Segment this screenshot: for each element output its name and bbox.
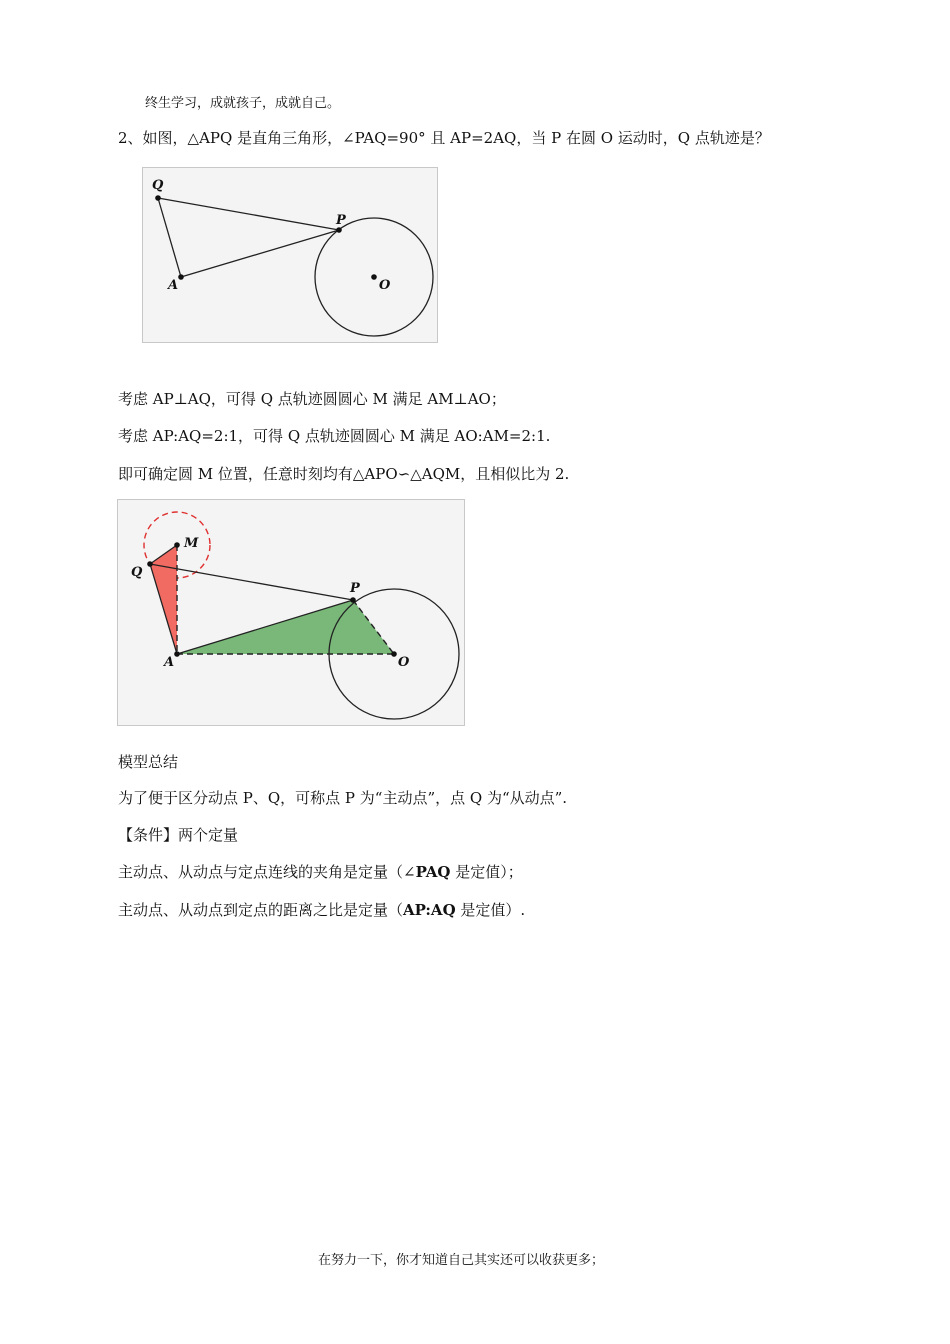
- summary-rule-1: [118, 861, 523, 882]
- problem-statement: 2、如图，△APQ 是直角三角形，∠PAQ=90° 且 AP=2AQ，当 P 在圆 O 运动时，Q 点轨迹是？: [118, 129, 770, 147]
- point-a: [174, 651, 180, 657]
- figure-2: [117, 499, 465, 726]
- analysis-line-2: 考虑 AP:AQ=2:1，可得 Q 点轨迹圆圆心 M 满足 AO:AM=2:1.: [118, 427, 551, 445]
- point-a: [178, 274, 184, 280]
- page-footer: 在努力一下，你才知道自己其实还可以收获更多；: [318, 1253, 605, 1268]
- analysis-line-3: 即可确定圆 M 位置，任意时刻均有△APO∽△AQM，且相似比为 2.: [118, 465, 570, 483]
- figure-1: [142, 167, 438, 343]
- segment-qp: [150, 564, 353, 600]
- analysis-line-1: 考虑 AP⊥AQ，可得 Q 点轨迹圆圆心 M 满足 AM⊥AO；: [118, 390, 506, 408]
- rule-1-bold: PAQ: [415, 863, 451, 881]
- label-a: A: [168, 278, 179, 293]
- rule-2-bold: AP:AQ: [403, 901, 456, 919]
- rule-1-after: 是定值）；: [450, 863, 523, 881]
- point-m: [174, 542, 180, 548]
- figure-1-diagram: [143, 168, 437, 342]
- label-o: O: [379, 278, 391, 293]
- label-q: Q: [131, 565, 143, 580]
- label-q: Q: [152, 178, 164, 193]
- label-m: M: [184, 536, 199, 551]
- triangle-apo: [177, 600, 394, 654]
- point-q: [155, 195, 161, 201]
- figure-2-diagram: [118, 500, 464, 725]
- summary-title: 模型总结: [118, 753, 179, 771]
- point-o: [391, 651, 397, 657]
- rule-1-before: 主动点、从动点与定点连线的夹角是定量（∠: [118, 863, 416, 881]
- summary-rule-2: [118, 899, 525, 920]
- rule-2-after: 是定值）.: [455, 901, 526, 919]
- segment-qa: [158, 198, 181, 277]
- point-o: [371, 274, 377, 280]
- label-o: O: [398, 655, 410, 670]
- summary-condition: 【条件】两个定量: [118, 826, 239, 844]
- point-p: [350, 597, 356, 603]
- rule-2-before: 主动点、从动点到定点的距离之比是定量（: [118, 901, 404, 919]
- label-p: P: [336, 213, 346, 228]
- point-q: [147, 561, 153, 567]
- summary-intro: 为了便于区分动点 P、Q，可称点 P 为“主动点”，点 Q 为“从动点”.: [118, 789, 568, 807]
- segment-qp: [158, 198, 339, 230]
- point-p: [336, 227, 342, 233]
- page-header: 终生学习，成就孩子，成就自己。: [145, 96, 341, 111]
- label-a: A: [164, 655, 175, 670]
- label-p: P: [350, 581, 360, 596]
